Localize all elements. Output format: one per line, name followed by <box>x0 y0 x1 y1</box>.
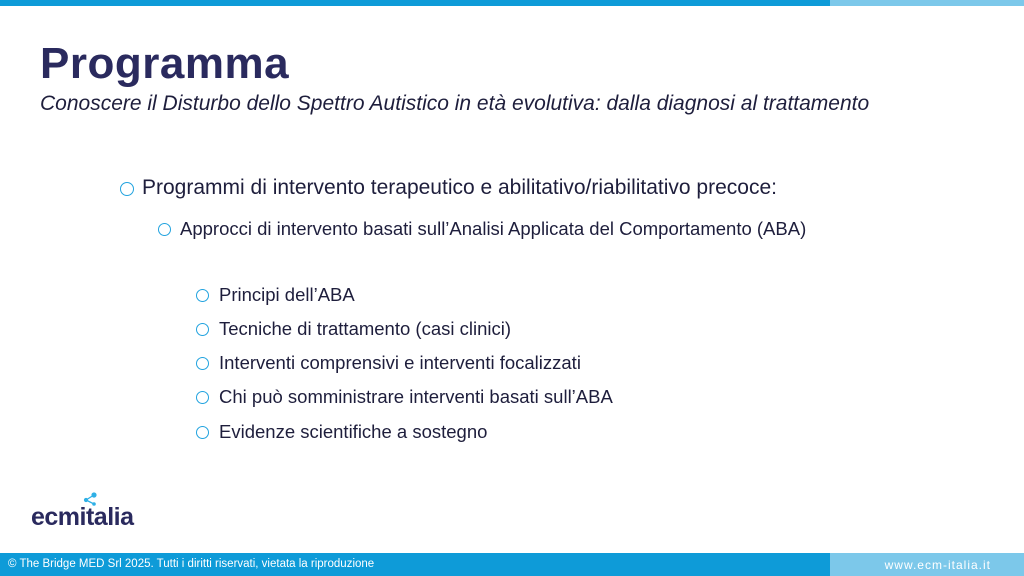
circle-bullet-icon <box>196 426 209 439</box>
page-title: Programma <box>40 39 290 88</box>
bullet-level3 <box>196 283 355 307</box>
top-accent-bar <box>0 0 830 6</box>
circle-bullet-icon <box>196 357 209 370</box>
bullet-text: Principi dell’ABA <box>219 284 355 305</box>
bullet-level2 <box>158 211 918 246</box>
bullet-level3 <box>196 385 613 409</box>
bullet-text: Approcci di intervento basati sull’Analisi Applicata del Comportamento (ABA) <box>180 218 807 239</box>
bullet-text: Evidenze scientifiche a sostegno <box>219 421 488 442</box>
circle-bullet-icon <box>158 223 171 236</box>
circle-bullet-icon <box>196 289 209 302</box>
circle-bullet-icon <box>120 182 134 196</box>
bullet-text: Chi può somministrare interventi basati sull’ABA <box>219 386 613 407</box>
footer-copyright: © The Bridge MED Srl 2025. Tutti i diritti riservati, vietata la riproduzione <box>8 558 375 570</box>
ecmitalia-logo <box>31 492 171 532</box>
bullet-text: Programmi di intervento terapeutico e abilitativo/riabilitativo precoce: <box>142 176 777 199</box>
bullet-text: Interventi comprensivi e interventi focalizzati <box>219 352 581 373</box>
footer-website-link[interactable]: www.ecm-italia.it <box>884 558 991 572</box>
bullet-level3 <box>196 420 487 444</box>
bullet-level1 <box>120 175 777 201</box>
circle-bullet-icon <box>196 323 209 336</box>
bullet-level3 <box>196 351 581 375</box>
circle-bullet-icon <box>196 391 209 404</box>
bullet-text: Tecniche di trattamento (casi clinici) <box>219 318 511 339</box>
top-accent-bar-light <box>830 0 1024 6</box>
logo-wordmark: ecmitalia <box>31 503 134 531</box>
bullet-level3 <box>196 317 511 341</box>
page-subtitle: Conoscere il Disturbo dello Spettro Autistico in età evolutiva: dalla diagnosi al trattamento <box>40 92 870 115</box>
